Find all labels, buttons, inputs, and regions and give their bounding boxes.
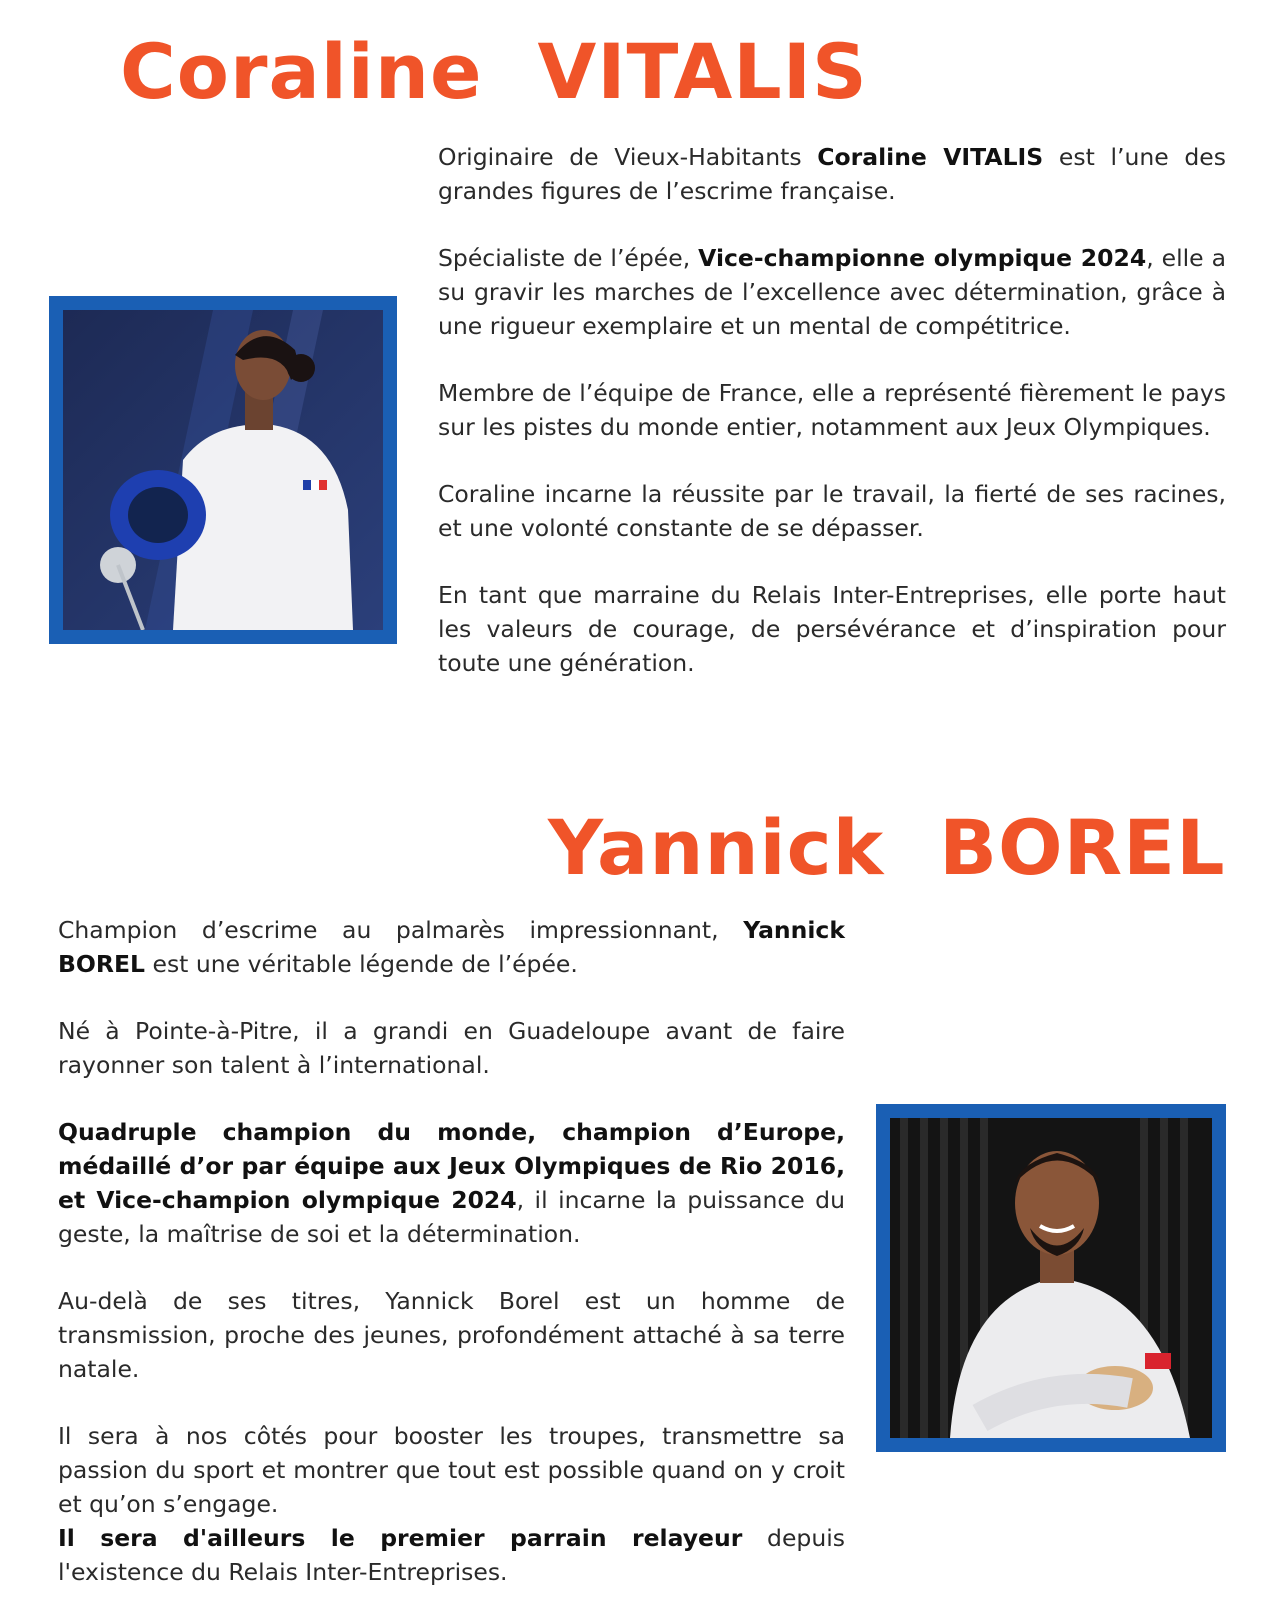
bio-paragraph: Il sera à nos côtés pour booster les troupes, transmettre sa passion du sport et montrer que tout est possible quand on y croit et qu’on s’engage. bbox=[58, 1422, 845, 1518]
bio-paragraph: Quadruple champion du monde, champion d’Europe, médaillé d’or par équipe aux Jeux Olympiques de Rio 2016, et Vice-champion olympique 2024, il incarne la puissance du geste, la maîtrise de soi et la détermination. bbox=[58, 1118, 845, 1248]
athlete-2-last-name: BOREL bbox=[939, 803, 1226, 892]
athlete-1-last-name: VITALIS bbox=[537, 27, 868, 116]
athlete-2-name-title bbox=[548, 803, 1226, 892]
bio-paragraph: Il sera d'ailleurs le premier parrain relayeur depuis l'existence du Relais Inter-Entreprises. bbox=[58, 1524, 845, 1586]
athlete-1-photo bbox=[49, 296, 397, 644]
athlete-2-photo bbox=[876, 1104, 1226, 1452]
athlete-1-first-name: Coraline bbox=[120, 27, 483, 116]
fencer-portrait-image bbox=[890, 1118, 1212, 1438]
bio-bold-highlight: Il sera d'ailleurs le premier parrain relayeur bbox=[58, 1524, 743, 1552]
bio-bold-name: Coraline VITALIS bbox=[817, 143, 1044, 171]
bio-bold-name: Yannick BOREL bbox=[58, 916, 845, 978]
bio-paragraph: Né à Pointe-à-Pitre, il a grandi en Guadeloupe avant de faire rayonner son talent à l’international. bbox=[58, 1017, 845, 1079]
athlete-2-first-name: Yannick bbox=[548, 803, 885, 892]
athlete-2-bio bbox=[58, 913, 845, 1589]
athlete-1-bio bbox=[438, 140, 1226, 680]
athlete-1-name-title bbox=[120, 27, 868, 116]
bio-paragraph: Champion d’escrime au palmarès impressionnant, Yannick BOREL est une véritable légende de l’épée. bbox=[58, 916, 845, 978]
bio-bold-titles: Quadruple champion du monde, champion d’Europe, médaillé d’or par équipe aux Jeux Olympiques de Rio 2016, et Vice-champion olympique 2024 bbox=[58, 1118, 845, 1214]
bio-paragraph: En tant que marraine du Relais Inter-Entreprises, elle porte haut les valeurs de courage, de persévérance et d’inspiration pour toute une génération. bbox=[438, 581, 1226, 677]
bio-paragraph: Membre de l’équipe de France, elle a représenté fièrement le pays sur les pistes du monde entier, notamment aux Jeux Olympiques. bbox=[438, 379, 1226, 441]
bio-paragraph: Originaire de Vieux-Habitants Coraline VITALIS est l’une des grandes figures de l’escrime française. bbox=[438, 143, 1226, 205]
bio-paragraph: Au-delà de ses titres, Yannick Borel est un homme de transmission, proche des jeunes, profondément attaché à sa terre natale. bbox=[58, 1287, 845, 1383]
bio-paragraph: Coraline incarne la réussite par le travail, la fierté de ses racines, et une volonté constante de se dépasser. bbox=[438, 480, 1226, 542]
bio-paragraph: Spécialiste de l’épée, Vice-championne olympique 2024, elle a su gravir les marches de l’excellence avec détermination, grâce à une rigueur exemplaire et un mental de compétitrice. bbox=[438, 244, 1226, 340]
fencer-portrait-image bbox=[63, 310, 383, 630]
bio-bold-title: Vice-championne olympique 2024 bbox=[698, 244, 1147, 272]
